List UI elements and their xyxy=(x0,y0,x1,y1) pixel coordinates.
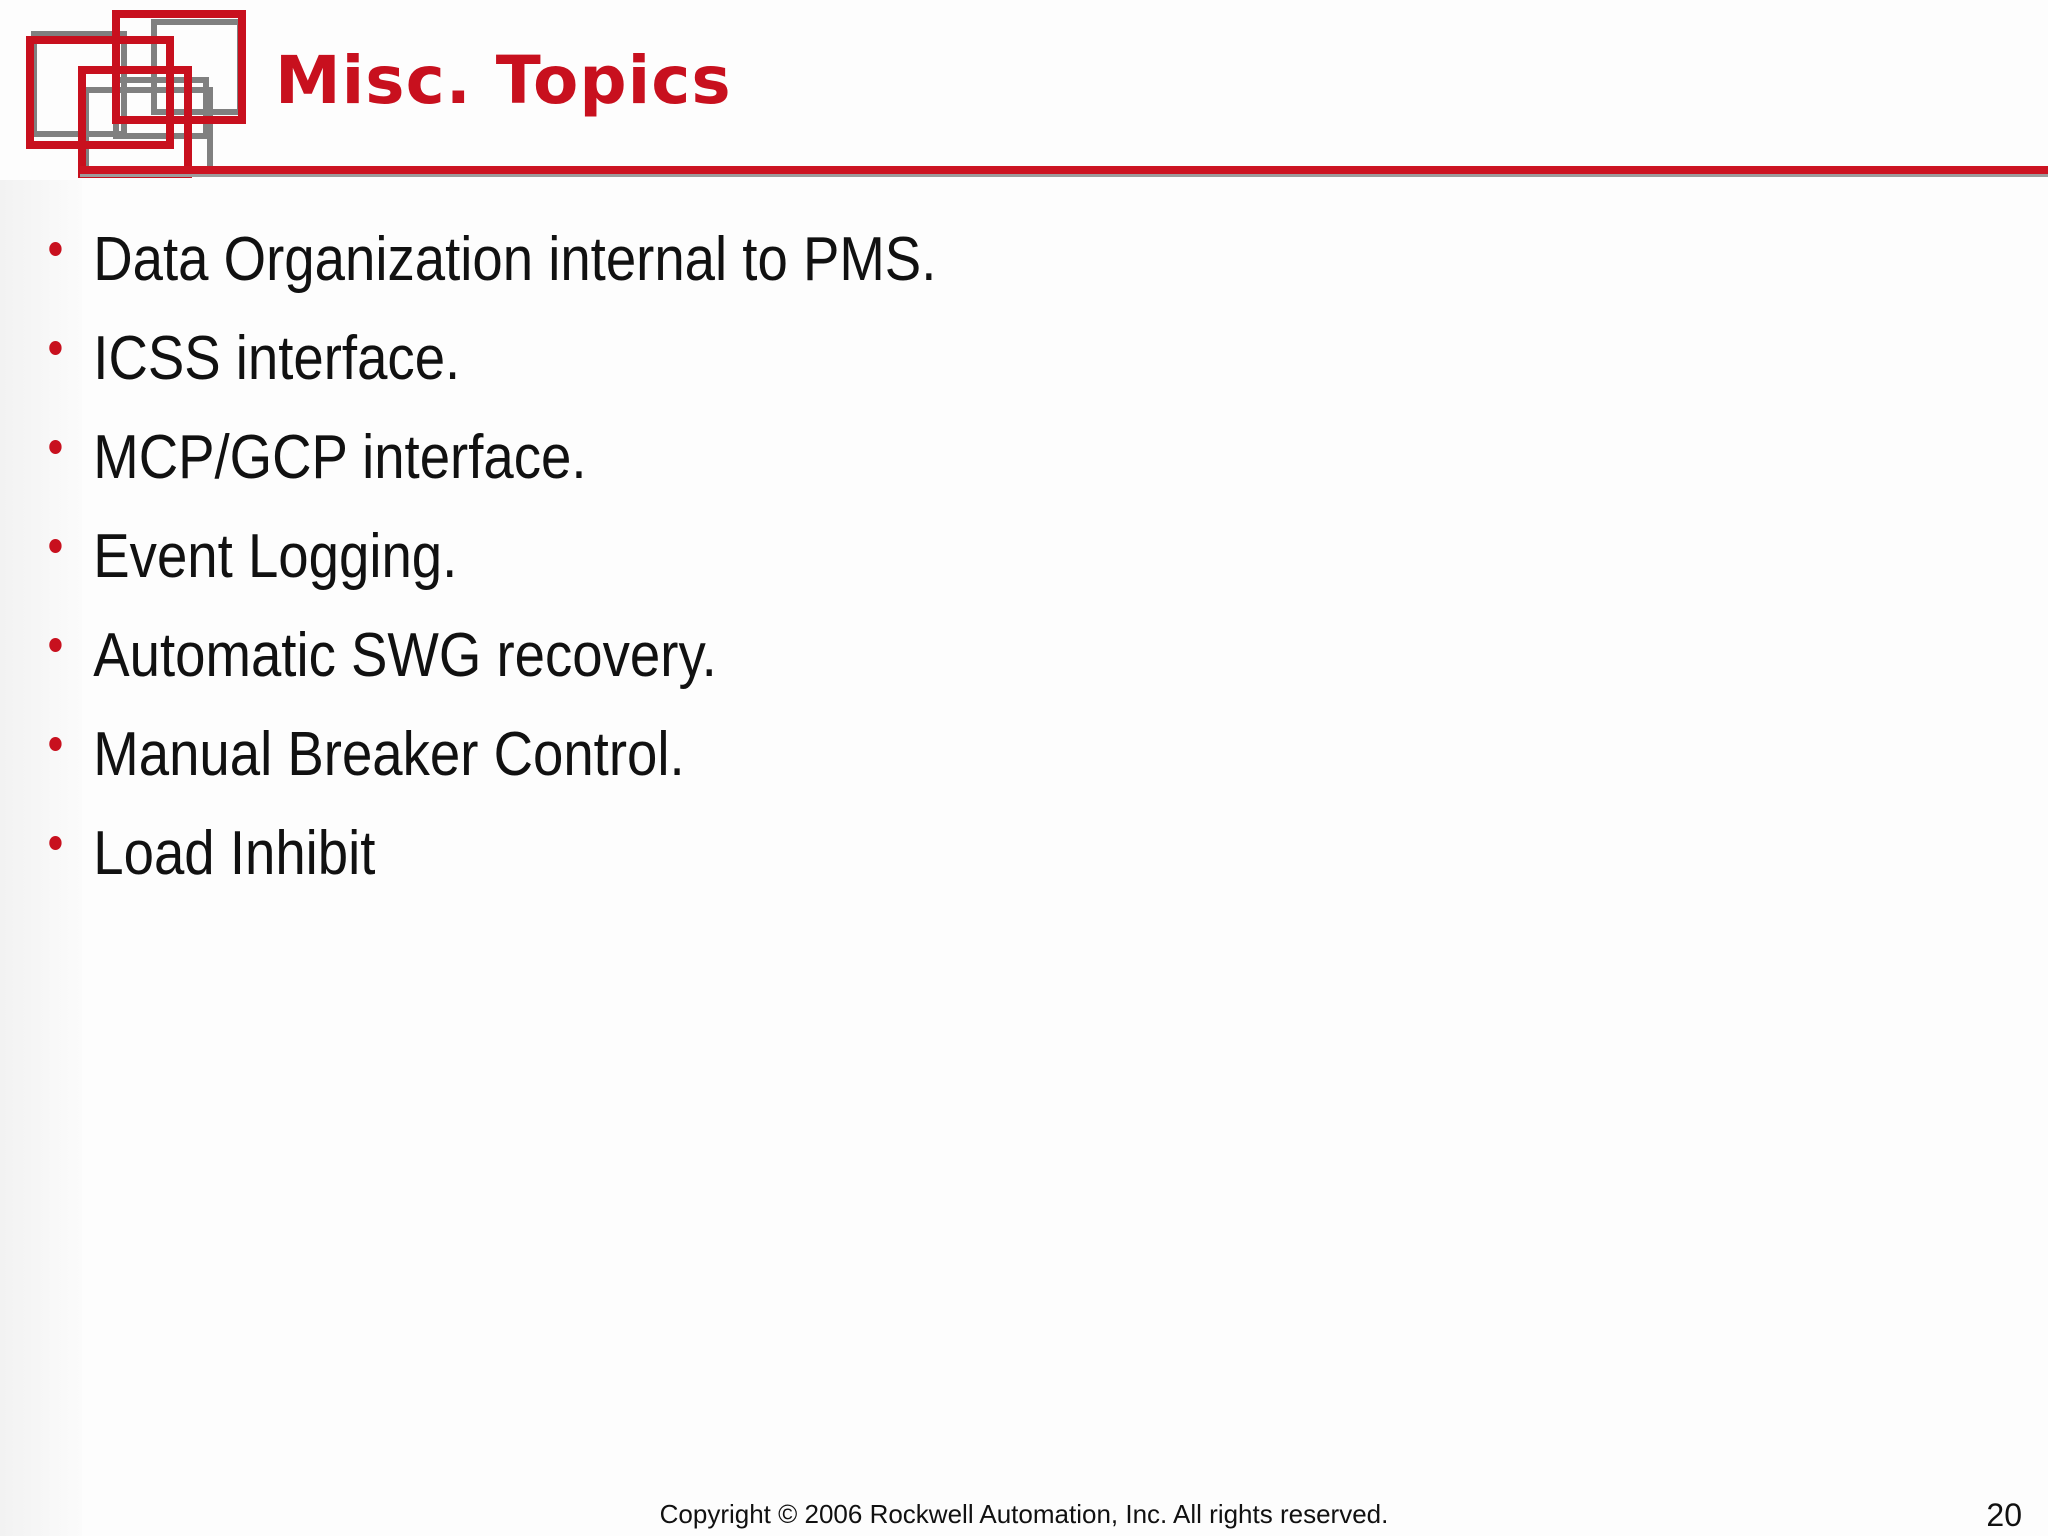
bullet-dot-icon xyxy=(49,836,61,850)
bullet-text: Manual Breaker Control. xyxy=(93,720,685,789)
bullet-item xyxy=(0,420,936,519)
bullet-list xyxy=(0,222,1064,915)
bullet-text: ICSS interface. xyxy=(93,324,461,393)
bullet-item xyxy=(0,222,936,321)
bullet-item xyxy=(0,321,936,420)
bullet-item xyxy=(0,717,936,816)
bullet-item xyxy=(0,519,936,618)
bullet-dot-icon xyxy=(49,440,61,454)
page-number: 20 xyxy=(1986,1497,2022,1533)
slide-title: Misc. Topics xyxy=(275,42,732,119)
bullet-dot-icon xyxy=(49,638,61,652)
title-underline-shadow xyxy=(80,174,2048,177)
bullet-text: Automatic SWG recovery. xyxy=(93,621,717,690)
bullet-text: Load Inhibit xyxy=(93,819,376,888)
bullet-dot-icon xyxy=(49,737,61,751)
bullet-dot-icon xyxy=(49,341,61,355)
title-underline xyxy=(80,166,2048,174)
bullet-item xyxy=(0,816,936,915)
copyright-footer: Copyright © 2006 Rockwell Automation, Inc. All rights reserved. xyxy=(659,1499,1389,1529)
bullet-text: Event Logging. xyxy=(93,522,458,591)
bullet-item xyxy=(0,618,936,717)
bullet-text: Data Organization internal to PMS. xyxy=(93,225,937,294)
bullet-dot-icon xyxy=(49,539,61,553)
bullet-text: MCP/GCP interface. xyxy=(93,423,587,492)
overlapping-squares-logo xyxy=(26,10,248,178)
bullet-dot-icon xyxy=(49,242,61,256)
